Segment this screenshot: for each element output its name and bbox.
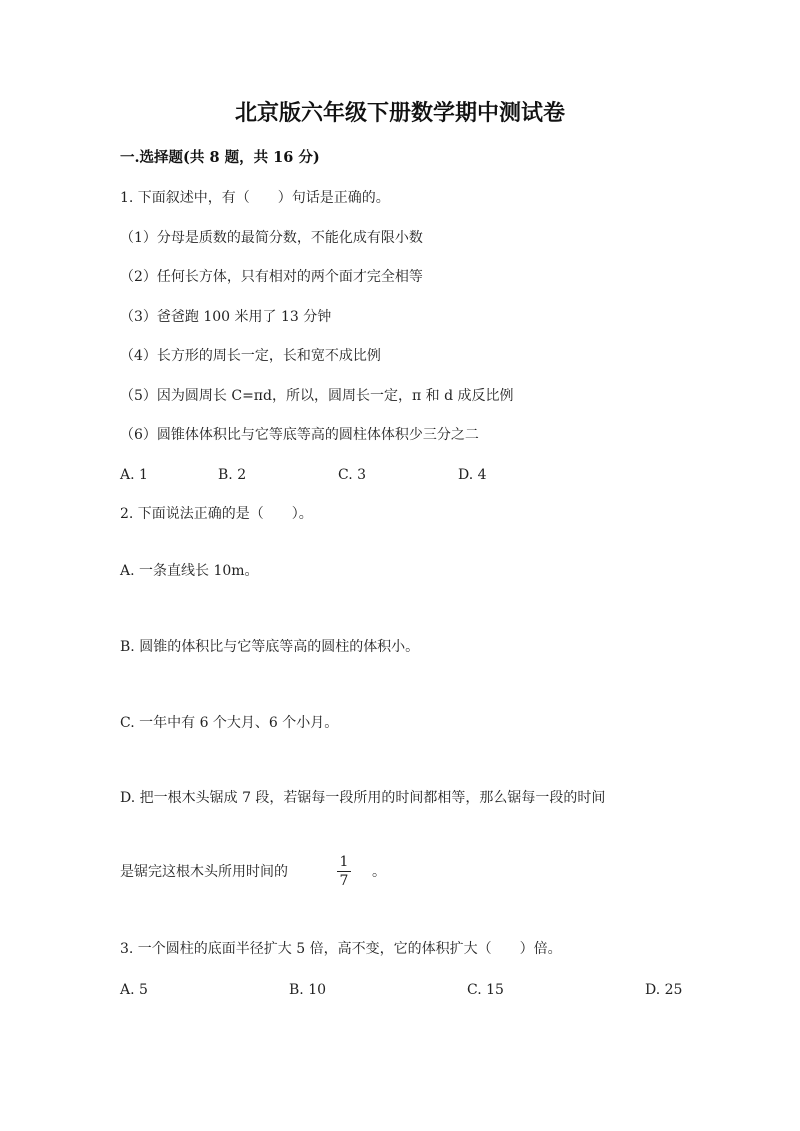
question-1-statement: （3）爸爸跑 100 米用了 13 分钟 — [120, 309, 332, 325]
question-2-option-a: A. 一条直线长 10m。 — [120, 563, 259, 579]
question-3-stem: 3. 一个圆柱的底面半径扩大 5 倍，高不变，它的体积扩大（ ）倍。 — [120, 941, 562, 957]
question-1-statement: （5）因为圆周长 C=πd，所以，圆周长一定，π 和 d 成反比例 — [120, 388, 514, 404]
question-1-option-c: C. 3 — [338, 467, 367, 483]
question-3-option-c: C. 15 — [467, 982, 504, 998]
question-1-option-a: A. 1 — [120, 467, 148, 483]
fraction-one-seventh — [337, 854, 351, 889]
fraction-numerator: 1 — [339, 854, 349, 870]
question-1-statement: （4）长方形的周长一定，长和宽不成比例 — [120, 348, 381, 364]
question-1-statement: （6）圆锥体体积比与它等底等高的圆柱体体积少三分之二 — [120, 427, 479, 443]
question-1-statement: （1）分母是质数的最简分数，不能化成有限小数 — [120, 230, 423, 246]
question-2-option-c: C. 一年中有 6 个大月、6 个小月。 — [120, 715, 339, 731]
page-title: 北京版六年级下册数学期中测试卷 — [234, 100, 565, 126]
question-1-option-b: B. 2 — [218, 467, 247, 483]
section-heading: 一.选择题(共 8 题，共 16 分) — [120, 149, 320, 166]
question-1-statement: （2）任何长方体，只有相对的两个面才完全相等 — [120, 269, 423, 285]
question-2-option-d-continued: 是锯完这根木头所用时间的 — [120, 864, 288, 880]
question-2-option-d-end: 。 — [372, 864, 386, 880]
question-1-stem: 1. 下面叙述中，有（ ）句话是正确的。 — [120, 190, 390, 206]
question-2-option-b: B. 圆锥的体积比与它等底等高的圆柱的体积小。 — [120, 639, 420, 655]
question-3-option-b: B. 10 — [289, 982, 327, 998]
question-2-stem: 2. 下面说法正确的是（ ）。 — [120, 506, 313, 522]
fraction-bar — [337, 871, 351, 872]
question-1-option-d: D. 4 — [458, 467, 487, 483]
question-2-option-d: D. 把一根木头锯成 7 段，若锯每一段所用的时间都相等，那么锯每一段的时间 — [120, 790, 606, 806]
question-3-option-d: D. 25 — [645, 982, 683, 998]
fraction-denominator: 7 — [339, 873, 349, 889]
question-3-option-a: A. 5 — [120, 982, 148, 998]
